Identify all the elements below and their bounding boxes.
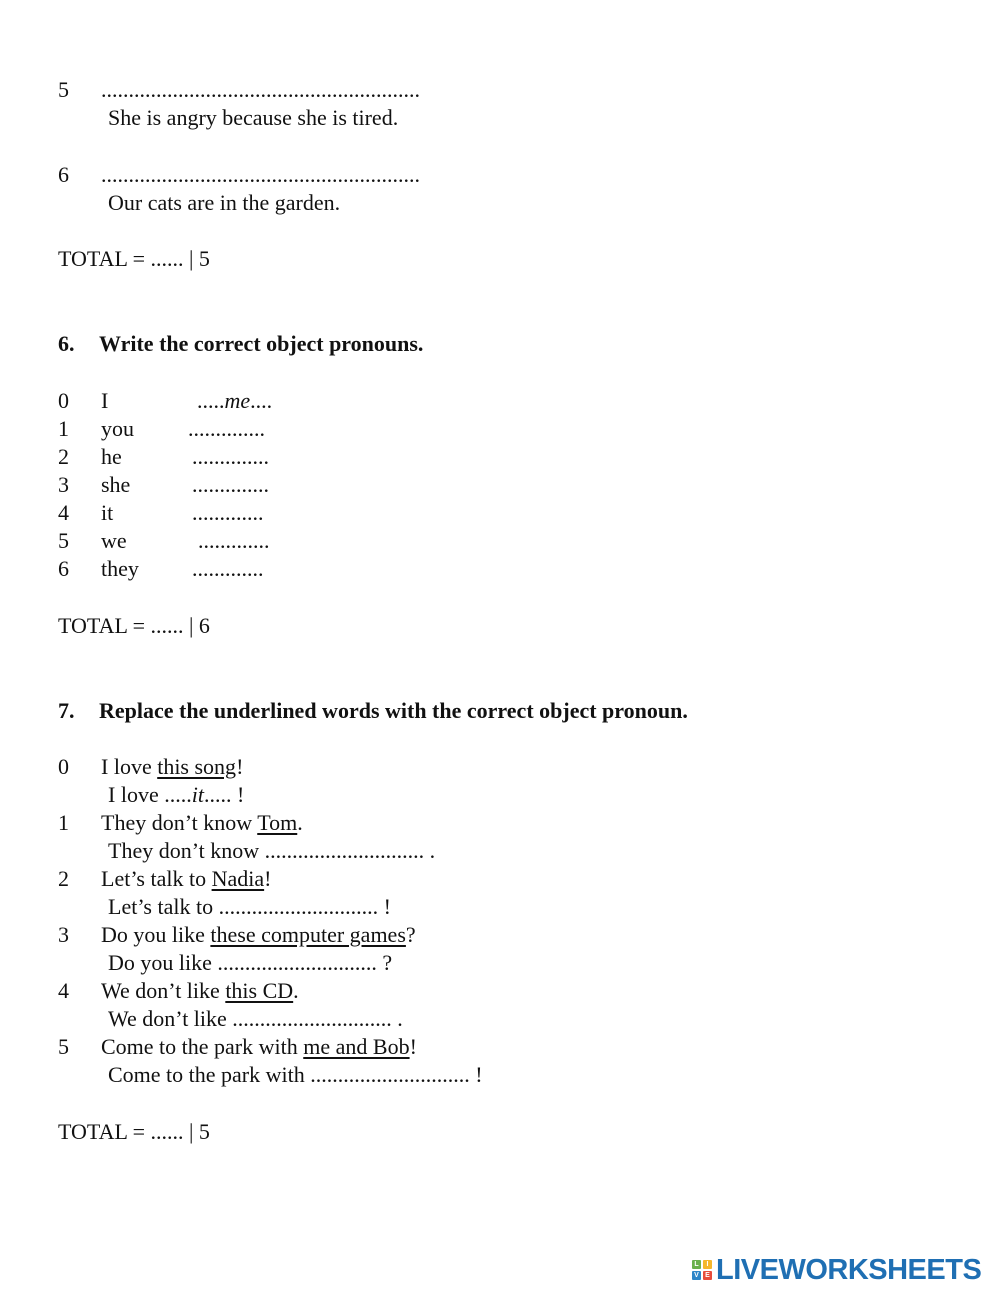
s7-item-4-sentence: We don’t like this CD.: [101, 978, 299, 1003]
section-7-number: 7.: [58, 698, 75, 723]
s7-item-2-number: 2: [58, 866, 69, 891]
s7-item-0-number: 0: [58, 754, 69, 779]
s7-item-0-sentence: I love this song!: [101, 754, 244, 779]
underlined-words: Tom: [257, 810, 298, 835]
s6-item-3-subject: she: [101, 472, 131, 497]
s7-item-3-number: 3: [58, 922, 69, 947]
s6-item-5-number: 5: [58, 528, 69, 553]
s6-item-2-number: 2: [58, 444, 69, 469]
s6-item-6-blank[interactable]: .............: [192, 556, 264, 581]
underlined-words: this song: [157, 754, 237, 779]
section-6-total: TOTAL = ...... | 6: [58, 613, 210, 638]
s6-item-0-number: 0: [58, 388, 69, 413]
section-7-total: TOTAL = ...... | 5: [58, 1119, 210, 1144]
logo-block-v: V: [692, 1271, 701, 1280]
item-6-sentence: Our cats are in the garden.: [108, 190, 341, 215]
item-5-number: 5: [58, 77, 69, 102]
section-7-title: Replace the underlined words with the correct object pronoun.: [99, 698, 688, 723]
underlined-words: this CD: [225, 978, 294, 1003]
s7-item-0-answer: I love .....it..... !: [108, 782, 245, 807]
s6-item-6-subject: they: [101, 556, 139, 581]
logo-block-l: L: [692, 1260, 701, 1269]
item-5-sentence: She is angry because she is tired.: [108, 105, 399, 130]
item-6-blank[interactable]: ..........................................................: [101, 162, 420, 187]
s6-item-0-subject: I: [101, 388, 109, 413]
logo-block-i: I: [703, 1260, 712, 1269]
liveworksheets-logo[interactable]: [692, 1252, 992, 1288]
s6-item-5-subject: we: [101, 528, 127, 553]
logo-text: LIVEWORKSHEETS: [716, 1254, 982, 1286]
s7-item-3-answer[interactable]: Do you like ............................. ?: [108, 950, 393, 975]
underlined-words: Nadia: [211, 866, 265, 891]
logo-block-e: E: [703, 1271, 712, 1280]
s6-item-3-blank[interactable]: ..............: [192, 472, 269, 497]
s6-item-0-answer: .....me....: [197, 388, 273, 413]
s6-item-1-blank[interactable]: ..............: [188, 416, 265, 441]
s6-item-1-subject: you: [101, 416, 134, 441]
item-5-blank[interactable]: ..........................................................: [101, 77, 420, 102]
s7-item-2-answer[interactable]: Let’s talk to ............................. !: [108, 894, 391, 919]
s6-item-1-number: 1: [58, 416, 69, 441]
underlined-words: me and Bob: [303, 1034, 410, 1059]
s7-item-5-answer[interactable]: Come to the park with ............................. !: [108, 1062, 483, 1087]
item-6-number: 6: [58, 162, 69, 187]
s7-item-1-sentence: They don’t know Tom.: [101, 810, 303, 835]
section-6-title: Write the correct object pronouns.: [99, 331, 424, 356]
s7-item-1-number: 1: [58, 810, 69, 835]
s7-item-5-number: 5: [58, 1034, 69, 1059]
s6-item-4-number: 4: [58, 500, 69, 525]
section-6-number: 6.: [58, 331, 75, 356]
s6-item-3-number: 3: [58, 472, 69, 497]
s7-item-3-sentence: Do you like these computer games?: [101, 922, 416, 947]
s7-item-5-sentence: Come to the park with me and Bob!: [101, 1034, 417, 1059]
prev-total: TOTAL = ...... | 5: [58, 246, 210, 271]
s7-item-4-number: 4: [58, 978, 69, 1003]
s6-item-5-blank[interactable]: .............: [198, 528, 270, 553]
s7-item-1-answer[interactable]: They don’t know ............................. .: [108, 838, 436, 863]
underlined-words: these computer games: [210, 922, 406, 947]
s6-item-2-blank[interactable]: ..............: [192, 444, 269, 469]
s6-item-4-subject: it: [101, 500, 114, 525]
logo-blocks-icon: [692, 1260, 714, 1284]
s6-item-4-blank[interactable]: .............: [192, 500, 264, 525]
s7-item-4-answer[interactable]: We don’t like ............................. .: [108, 1006, 403, 1031]
s7-item-2-sentence: Let’s talk to Nadia!: [101, 866, 272, 891]
s6-item-2-subject: he: [101, 444, 122, 469]
s6-item-6-number: 6: [58, 556, 69, 581]
